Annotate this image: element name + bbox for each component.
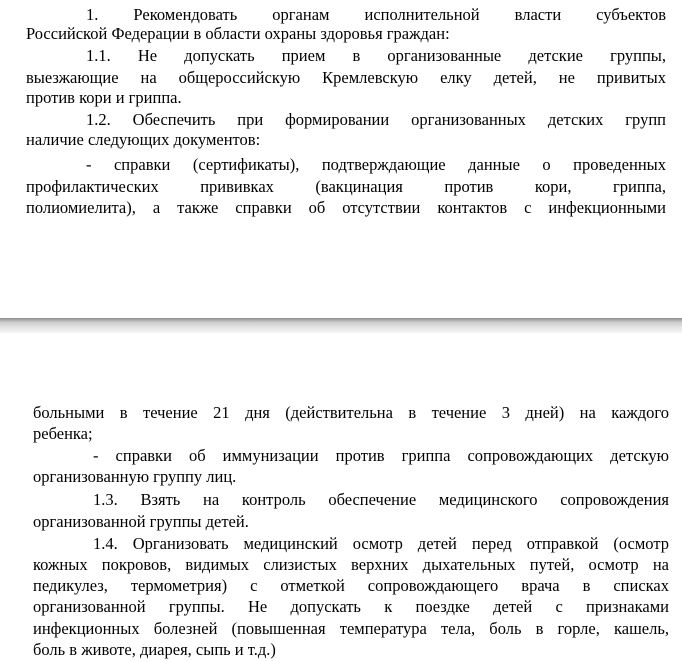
text-line: 1.2. Обеспечить при формировании организованных детских групп xyxy=(86,110,666,129)
text-line: организованной группы детей. xyxy=(33,512,249,531)
text-line: организованную группу лиц. xyxy=(33,467,237,486)
text-line: - справки (сертификаты), подтверждающие данные о проведенных xyxy=(86,155,666,174)
text-line: кожных покровов, видимых слизистых верхних дыхательных путей, осмотр на xyxy=(33,555,669,574)
text-line: 1. Рекомендовать органам исполнительной власти субъектов xyxy=(86,5,666,24)
text-line: инфекционных болезней (повышенная температура тела, боль в горле, кашель, xyxy=(33,619,669,638)
document-page-lower xyxy=(0,333,682,661)
text-line: наличие следующих документов: xyxy=(26,130,261,149)
document-page-upper xyxy=(0,0,682,318)
text-line: 1.3. Взять на контроль обеспечение медицинского сопровождения xyxy=(93,490,669,509)
text-line: выезжающие на общероссийскую Кремлевскую елку детей, не привитых xyxy=(26,68,666,87)
text-line: боль в животе, диарея, сыпь и т.д.) xyxy=(33,640,276,659)
text-line: организованной группы. Не допускать к поездке детей с признаками xyxy=(33,597,669,616)
text-line: ребенка; xyxy=(33,424,93,443)
text-line: 1.4. Организовать медицинский осмотр детей перед отправкой (осмотр xyxy=(93,534,669,553)
text-line: - справки об иммунизации против гриппа сопровождающих детскую xyxy=(93,446,669,465)
text-line: педикулез, термометрия) с отметкой сопровождающего врача в списках xyxy=(33,576,669,595)
text-line: Российской Федерации в области охраны здоровья граждан: xyxy=(26,24,450,43)
text-line: 1.1. Не допускать прием в организованные детские группы, xyxy=(86,46,666,65)
text-line: против кори и гриппа. xyxy=(26,88,182,107)
text-line: полиомиелита), а также справки об отсутствии контактов с инфекционными xyxy=(26,198,666,217)
text-line: больными в течение 21 дня (действительна в течение 3 дней) на каждого xyxy=(33,403,669,422)
text-line: профилактических прививках (вакцинация против кори, гриппа, xyxy=(26,177,666,196)
page-separator xyxy=(0,318,682,333)
